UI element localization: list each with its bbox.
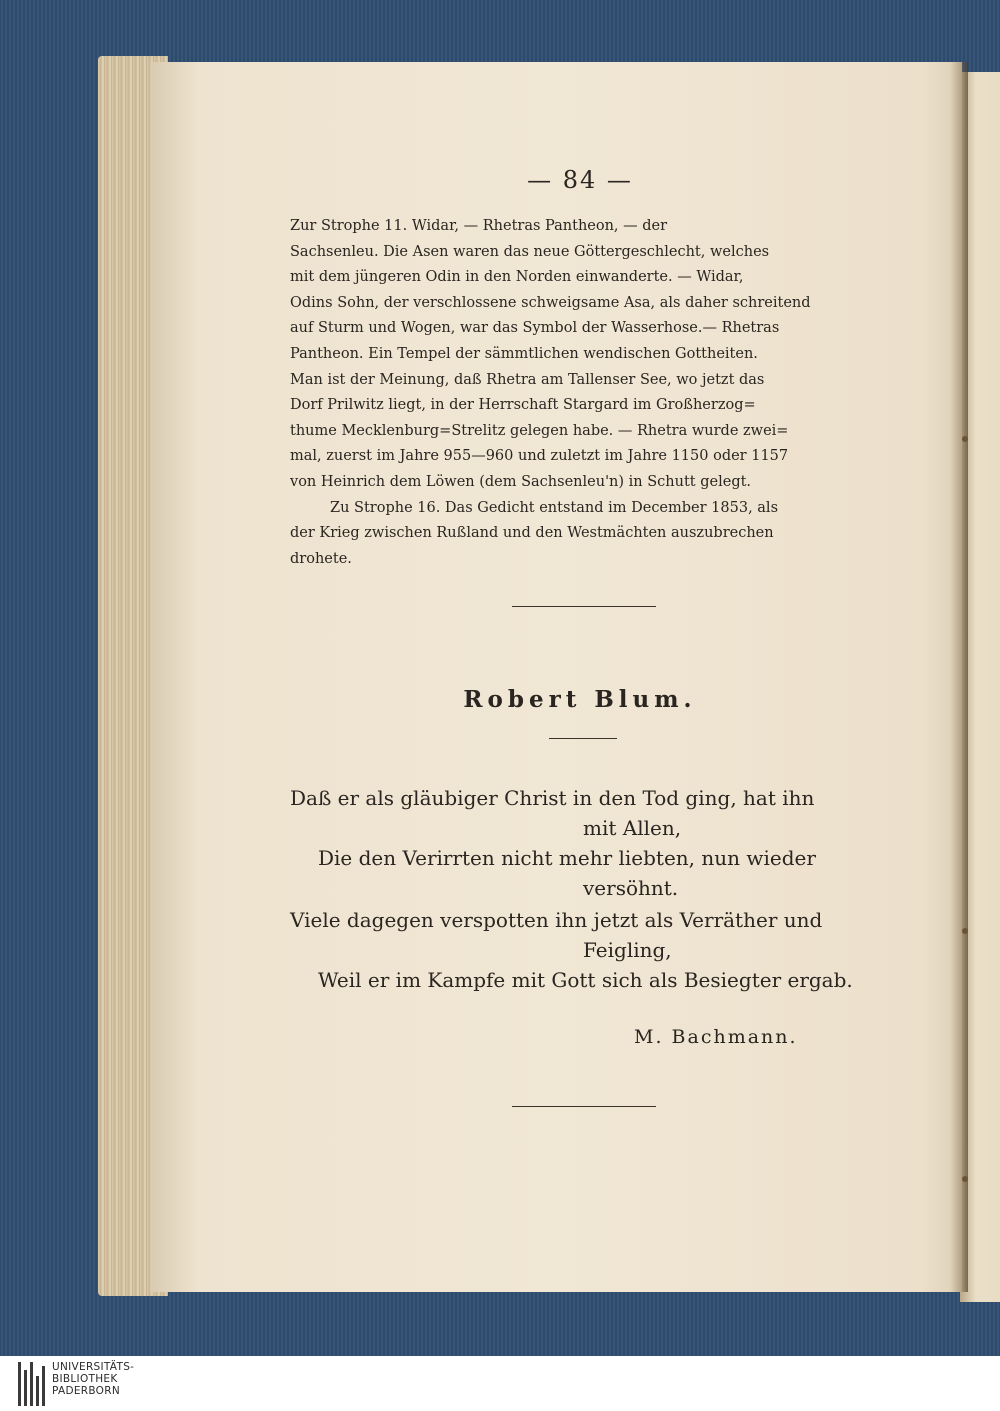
library-logo-line: BIBLIOTHEK [52,1373,118,1385]
section-divider [512,606,656,607]
poem-title: Robert Blum. [463,686,697,713]
library-logo-line: UNIVERSITÄTS- [52,1361,135,1373]
library-logo-line: PADERBORN [52,1385,120,1397]
note-line: Zur Strophe 11. Widar, — Rhetras Pantheon, — der [290,218,668,234]
end-divider [512,1106,656,1107]
poem-line: Die den Verirrten nicht mehr liebten, nun wieder [318,846,816,870]
note-line: Zu Strophe 16. Das Gedicht entstand im December 1853, als [330,500,779,516]
library-logo-bars-icon [18,1362,48,1406]
page-number: — 84 — [527,166,633,194]
note-line: Man ist der Meinung, daß Rhetra am Tallenser See, wo jetzt das [290,372,765,388]
poem-line: Weil er im Kampfe mit Gott sich als Besiegter ergab. [318,968,853,992]
spine-shadow [950,62,968,1292]
note-line: Odins Sohn, der verschlossene schweigsame Asa, als daher schreitend [290,295,811,311]
poem-line: versöhnt. [583,876,679,900]
binding-stitch [962,436,968,442]
poem-line: Daß er als gläubiger Christ in den Tod ging, hat ihn [290,786,815,810]
poem-line: Viele dagegen verspotten ihn jetzt als Verräther und [290,908,823,932]
poem-line: mit Allen, [583,816,682,840]
note-line: Pantheon. Ein Tempel der sämmtlichen wendischen Gottheiten. [290,346,758,362]
poem-author: M. Bachmann. [634,1026,798,1048]
note-line: Dorf Prilwitz liegt, in der Herrschaft Stargard im Großherzog= [290,397,756,413]
note-line: mit dem jüngeren Odin in den Norden einwanderte. — Widar, [290,269,744,285]
note-line: von Heinrich dem Löwen (dem Sachsenleu'n) in Schutt gelegt. [290,474,752,490]
poem-line: Feigling, [583,938,672,962]
binding-stitch [962,1176,968,1182]
binding-stitch [962,928,968,934]
title-underline [549,738,617,739]
library-logo [18,1362,318,1406]
note-line: der Krieg zwischen Rußland und den Westmächten auszubrechen [290,525,774,541]
note-line: auf Sturm und Wogen, war das Symbol der Wasserhose.— Rhetras [290,320,780,336]
note-line: mal, zuerst im Jahre 955—960 und zuletzt im Jahre 1150 oder 1157 [290,448,789,464]
note-line: Sachsenleu. Die Asen waren das neue Göttergeschlecht, welches [290,244,770,260]
note-line: thume Mecklenburg=Strelitz gelegen habe. — Rhetra wurde zwei= [290,423,789,439]
note-line: drohete. [290,551,352,567]
